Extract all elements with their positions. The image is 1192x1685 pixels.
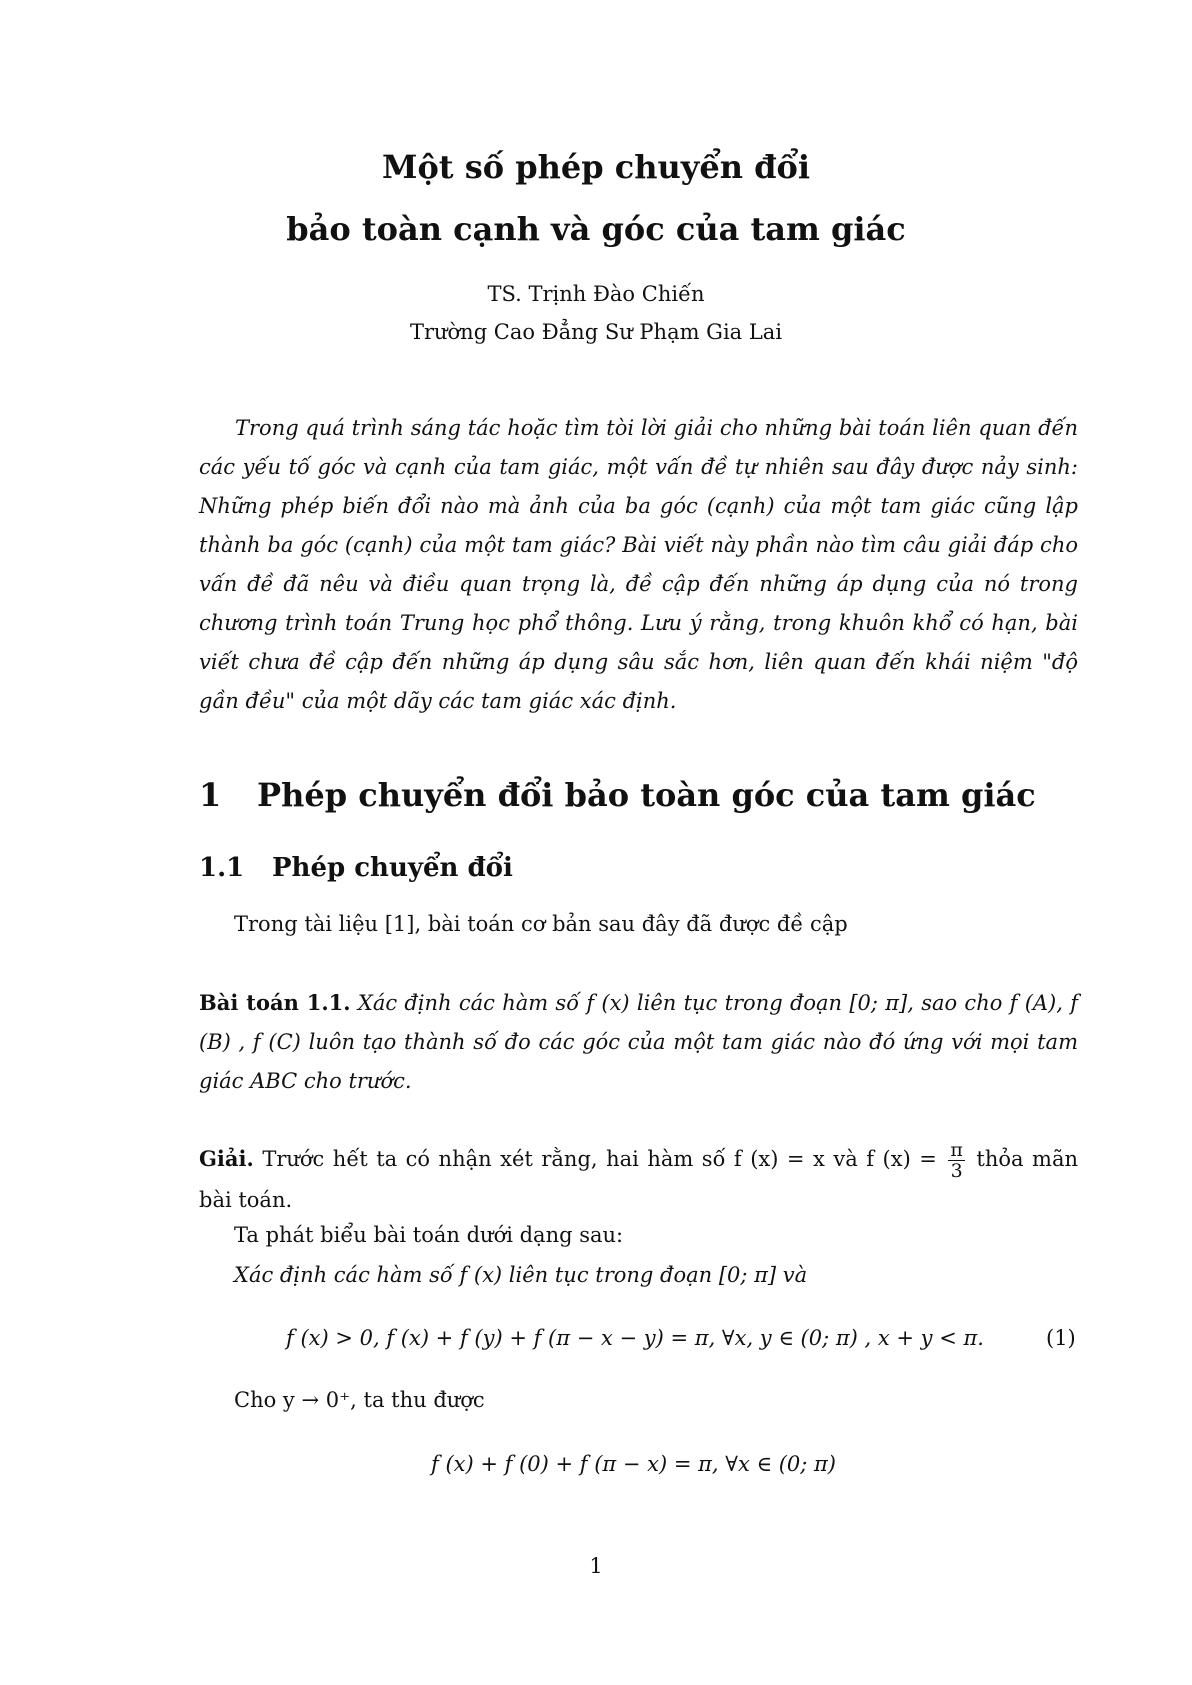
section-number: 1	[199, 776, 222, 814]
fraction-denominator: 3	[950, 1160, 963, 1182]
subsection-title: Phép chuyển đổi	[272, 853, 513, 883]
subsection-number: 1.1	[199, 853, 245, 883]
equation-1-number: (1)	[1046, 1326, 1076, 1350]
section-1-heading	[199, 775, 1036, 815]
intro-paragraph: Trong tài liệu [1], bài toán cơ bản sau đây đã được đề cập	[234, 912, 848, 936]
problem-statement: Xác định các hàm số f (x) liên tục trong đoạn [0; π], sao cho f (A), f (B) , f (C) luôn tạo thành số đo các góc của một tam giác nào đó ứng với mọi tam giác ABC cho trước.	[199, 991, 1078, 1093]
section-title: Phép chuyển đổi bảo toàn góc của tam giác	[257, 776, 1036, 814]
problem-1-1	[199, 983, 1078, 1101]
solution-label: Giải.	[199, 1146, 254, 1171]
fraction-numerator: π	[950, 1139, 963, 1161]
author-name: TS. Trịnh Đào Chiến	[487, 282, 705, 306]
page-number: 1	[589, 1554, 603, 1578]
subsection-1-1-heading	[199, 851, 513, 885]
solution-text-after: thỏa mãn bài toán.	[199, 1147, 1078, 1212]
equation-1: f (x) > 0, f (x) + f (y) + f (π − x − y) = π, ∀x, y ∈ (0; π) , x + y < π.	[286, 1326, 984, 1350]
paper-title-line-2: bảo toàn cạnh và góc của tam giác	[286, 210, 906, 248]
restate-italic-line: Xác định các hàm số f (x) liên tục trong đoạn [0; π] và	[234, 1263, 808, 1287]
pi-over-3-fraction	[948, 1140, 965, 1181]
limit-line: Cho y → 0⁺, ta thu được	[234, 1388, 485, 1412]
restate-line: Ta phát biểu bài toán dưới dạng sau:	[234, 1223, 624, 1247]
solution-paragraph	[199, 1139, 1078, 1220]
solution-text-before: Trước hết ta có nhận xét rằng, hai hàm số f (x) = x và f (x) =	[262, 1147, 937, 1171]
abstract: Trong quá trình sáng tác hoặc tìm tòi lời giải cho những bài toán liên quan đến các yếu tố góc và cạnh của tam giác, một vấn đề tự nhiên sau đây được nảy sinh: Những phép biến đổi nào mà ảnh của ba góc (cạnh) của một tam giác cũng lập thành ba góc (cạnh) của một tam giác? Bài viết này phần nào tìm câu giải đáp cho vấn đề đã nêu và điều quan trọng là, đề cập đến những áp dụng của nó trong chương trình toán Trung học phổ thông. Lưu ý rằng, trong khuôn khổ có hạn, bài viết chưa đề cập đến những áp dụng sâu sắc hơn, liên quan đến khái niệm "độ gần đều" của một dãy các tam giác xác định.	[199, 416, 1078, 713]
paper-title-line-1: Một số phép chuyển đổi	[382, 148, 810, 186]
equation-2: f (x) + f (0) + f (π − x) = π, ∀x ∈ (0; π)	[431, 1452, 836, 1476]
author-affiliation: Trường Cao Đẳng Sư Phạm Gia Lai	[409, 320, 783, 344]
problem-label: Bài toán 1.1.	[199, 990, 351, 1015]
